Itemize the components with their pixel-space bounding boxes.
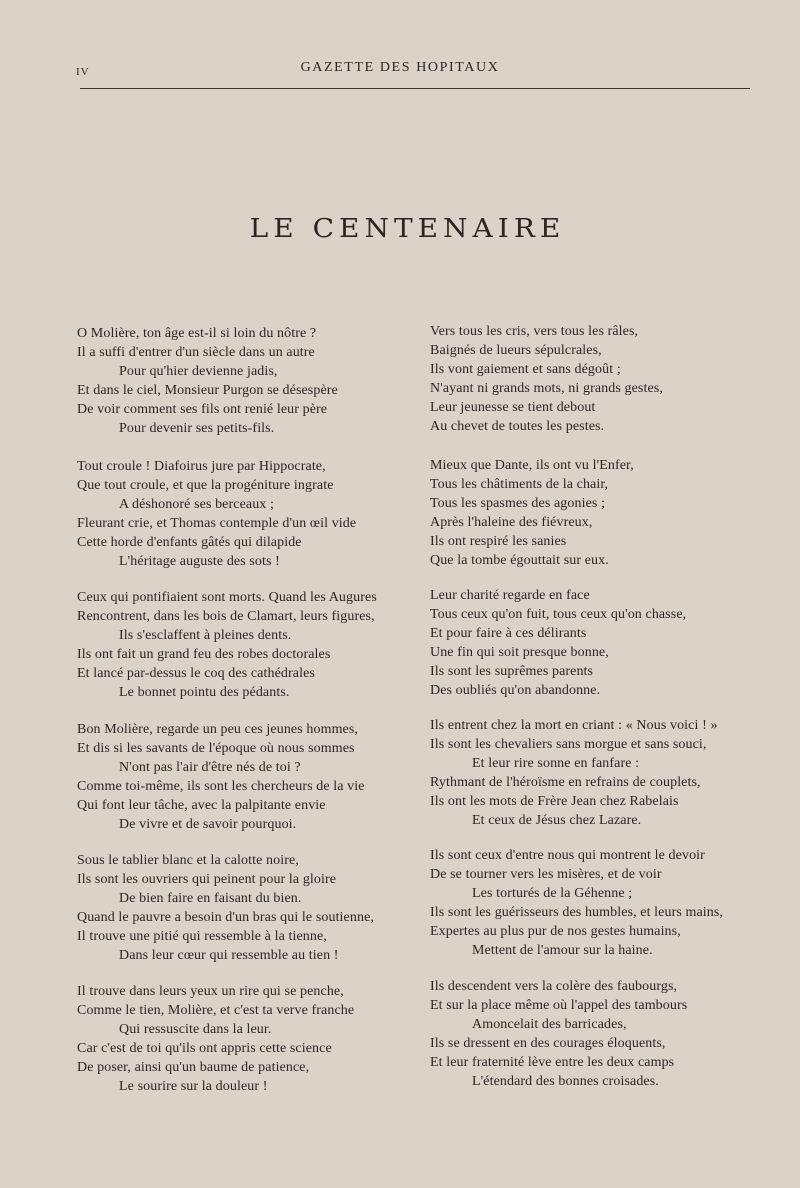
verse-line: Que tout croule, et que la progéniture ingrate — [77, 478, 334, 494]
verse-line: Ils s'esclaffent à pleines dents. — [119, 628, 292, 644]
verse-line: Ils ont les mots de Frère Jean chez Rabelais — [430, 794, 679, 810]
verse-line: Ils descendent vers la colère des faubourgs, — [430, 979, 678, 994]
stanza — [430, 846, 775, 961]
stanza — [430, 322, 775, 437]
verse-line: Et leur fraternité lève entre les deux camps — [430, 1055, 675, 1071]
verse-line: De poser, ainsi qu'un baume de patience, — [77, 1060, 310, 1076]
verse-line: Que la tombe égouttait sur eux. — [430, 553, 609, 569]
poem-title: LE CENTENAIRE — [249, 213, 566, 244]
stanza — [77, 588, 417, 703]
verse-line: Ils sont les guérisseurs des humbles, et leurs mains, — [430, 905, 724, 921]
verse-line: Et leur rire sonne en fanfare : — [472, 756, 640, 772]
verse-line: Mettent de l'amour sur la haine. — [472, 943, 653, 959]
verse-line: Quand le pauvre a besoin d'un bras qui le soutienne, — [77, 910, 374, 926]
verse-line: Expertes au plus pur de nos gestes humains, — [430, 924, 681, 940]
verse-line: Ils sont les chevaliers sans morgue et sans souci, — [430, 737, 707, 753]
verse-line: Au chevet de toutes les pestes. — [430, 419, 605, 435]
verse-line: Tous ceux qu'on fuit, tous ceux qu'on chasse, — [430, 607, 687, 623]
verse-line: Fleurant crie, et Thomas contemple d'un œil vide — [77, 516, 357, 532]
verse-line: Leur charité regarde en face — [430, 588, 590, 603]
verse-line: Tous les châtiments de la chair, — [430, 477, 609, 493]
verse-line: Ils se dressent en des courages éloquents, — [430, 1036, 666, 1052]
verse-line: Ils entrent chez la mort en criant : « Nous voici ! » — [430, 718, 718, 733]
verse-line: Vers tous les cris, vers tous les râles, — [430, 324, 639, 339]
verse-line: Ils ont respiré les sanies — [430, 534, 567, 550]
verse-line: Qui font leur tâche, avec la palpitante envie — [77, 798, 326, 814]
stanza — [430, 456, 775, 571]
verse-line: Tout croule ! Diafoirus jure par Hippocrate, — [77, 459, 326, 474]
stanza — [77, 982, 417, 1097]
verse-line: Des oubliés qu'on abandonne. — [430, 683, 601, 699]
verse-line: Le sourire sur la douleur ! — [119, 1079, 268, 1095]
verse-line: Rencontrent, dans les bois de Clamart, leurs figures, — [77, 609, 375, 625]
verse-line: Ils sont les ouvriers qui peinent pour la gloire — [77, 872, 337, 888]
verse-line: De bien faire en faisant du bien. — [119, 891, 302, 907]
verse-line: Rythmant de l'héroïsme en refrains de couplets, — [430, 775, 701, 791]
verse-line: Sous le tablier blanc et la calotte noire, — [77, 853, 299, 868]
verse-line: Et pour faire à ces délirants — [430, 626, 587, 642]
stanza — [77, 457, 417, 572]
verse-line: De se tourner vers les misères, et de voir — [430, 867, 662, 883]
verse-line: Bon Molière, regarde un peu ces jeunes hommes, — [77, 722, 359, 737]
verse-line: N'ont pas l'air d'être nés de toi ? — [119, 760, 301, 776]
verse-line: Il trouve une pitié qui ressemble à la tienne, — [77, 929, 327, 945]
verse-line: Qui ressuscite dans la leur. — [119, 1022, 272, 1038]
stanza — [77, 851, 417, 966]
verse-line: Et dans le ciel, Monsieur Purgon se désespère — [77, 383, 338, 399]
verse-line: De voir comment ses fils ont renié leur père — [77, 402, 328, 418]
running-head-title: GAZETTE DES HOPITAUX — [300, 60, 500, 75]
verse-line: Car c'est de toi qu'ils ont appris cette science — [77, 1041, 332, 1057]
verse-line: Après l'haleine des fiévreux, — [430, 515, 593, 531]
verse-line: Tous les spasmes des agonies ; — [430, 496, 606, 512]
verse-line: Une fin qui soit presque bonne, — [430, 645, 609, 661]
verse-line: Ils vont gaiement et sans dégoût ; — [430, 362, 621, 378]
verse-line: Il trouve dans leurs yeux un rire qui se penche, — [77, 984, 344, 999]
verse-line: Comme toi-même, ils sont les chercheurs de la vie — [77, 779, 365, 795]
stanza — [430, 977, 775, 1092]
verse-line: Ils sont les suprêmes parents — [430, 664, 594, 680]
verse-line: Dans leur cœur qui ressemble au tien ! — [119, 948, 339, 964]
stanza — [77, 720, 417, 835]
header-rule — [80, 88, 750, 89]
verse-line: Et dis si les savants de l'époque où nous sommes — [77, 741, 355, 757]
verse-line: Il a suffi d'entrer d'un siècle dans un autre — [77, 345, 315, 361]
page-number: IV — [76, 66, 90, 78]
verse-line: Ils ont fait un grand feu des robes doctorales — [77, 647, 331, 663]
stanza — [77, 324, 417, 439]
verse-line: Et sur la place même où l'appel des tambours — [430, 998, 688, 1014]
verse-line: Baignés de lueurs sépulcrales, — [430, 343, 602, 359]
verse-line: L'héritage auguste des sots ! — [119, 554, 280, 570]
verse-line: A déshonoré ses berceaux ; — [119, 497, 274, 513]
verse-line: Ceux qui pontifiaient sont morts. Quand les Augures — [77, 590, 377, 605]
verse-line: Et lancé par-dessus le coq des cathédrales — [77, 666, 315, 682]
verse-line: Et ceux de Jésus chez Lazare. — [472, 813, 642, 829]
verse-line: Pour devenir ses petits-fils. — [119, 421, 275, 437]
verse-line: N'ayant ni grands mots, ni grands gestes, — [430, 381, 663, 397]
verse-line: Leur jeunesse se tient debout — [430, 400, 596, 416]
verse-line: Comme le tien, Molière, et c'est ta verve franche — [77, 1003, 355, 1019]
verse-line: Les torturés de la Géhenne ; — [472, 886, 633, 902]
verse-line: L'étendard des bonnes croisades. — [472, 1074, 659, 1090]
verse-line: Ils sont ceux d'entre nous qui montrent le devoir — [430, 848, 705, 863]
verse-line: Mieux que Dante, ils ont vu l'Enfer, — [430, 458, 634, 473]
stanza — [430, 716, 775, 831]
verse-line: Amoncelait des barricades, — [472, 1017, 627, 1033]
verse-line: Pour qu'hier devienne jadis, — [119, 364, 278, 380]
verse-line: O Molière, ton âge est-il si loin du nôtre ? — [77, 326, 317, 341]
stanza — [430, 586, 775, 701]
verse-line: Cette horde d'enfants gâtés qui dilapide — [77, 535, 302, 551]
verse-line: De vivre et de savoir pourquoi. — [119, 817, 297, 833]
verse-line: Le bonnet pointu des pédants. — [119, 685, 290, 701]
